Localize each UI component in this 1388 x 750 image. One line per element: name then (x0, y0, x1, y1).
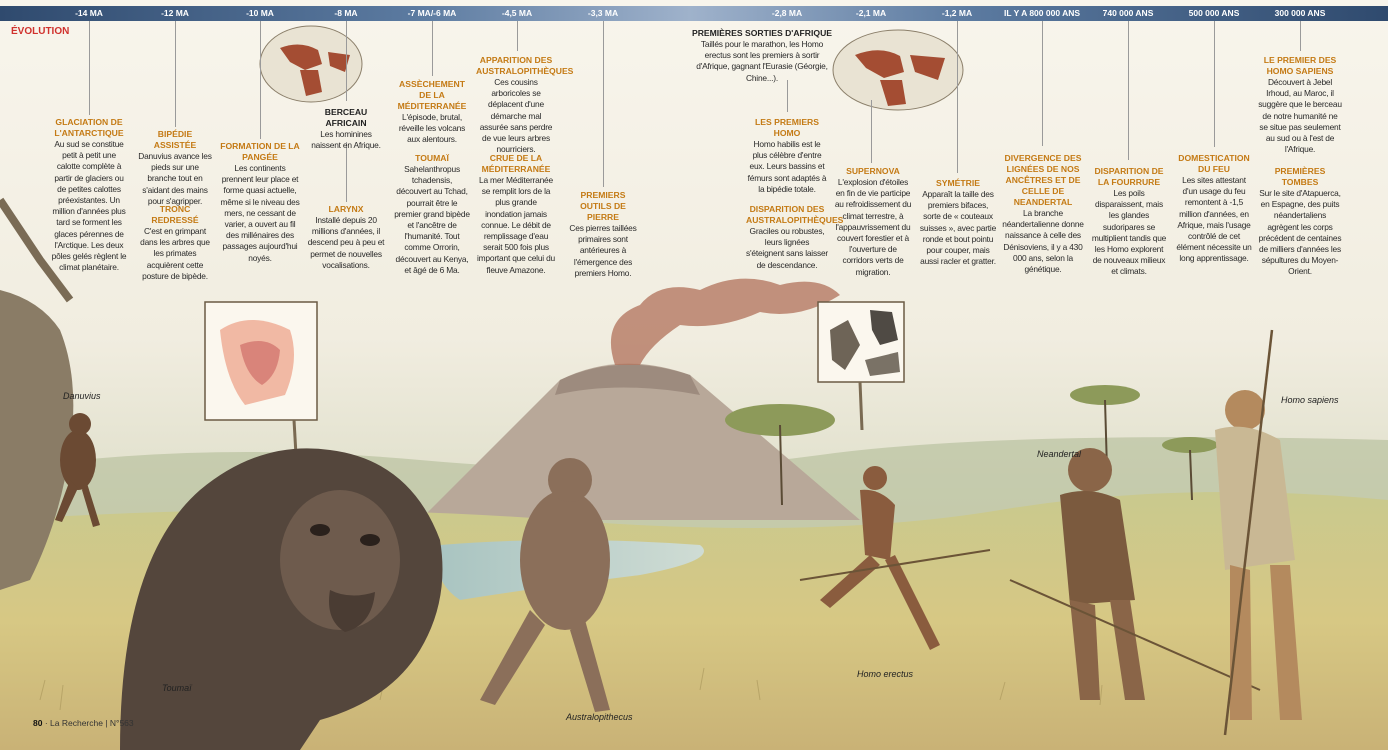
event-title: DISPARITION DES AUSTRALOPITHÈQUES (746, 204, 844, 225)
event-title: ASSÈCHEMENT DE LA MÉDITERRANÉE (397, 79, 467, 111)
event-text: Sur le site d'Atapuerca, en Espagne, des puits néandertaliens agrègent les corps précédent de centaines de milliers d'années les sépultures du Moyen-Orient. (1258, 188, 1342, 277)
event-text: C'est en grimpant dans les arbres que les primates acquièrent cette posture de bipède. (140, 226, 210, 281)
event-larynx (306, 204, 386, 271)
event-toumai (394, 153, 470, 276)
event-text: Les sites attestant d'un usage du feu remontent à -1,5 million d'années, en Afrique, mais l'usage contrôlé de cet élément nécessite un long apprentissage. (1176, 175, 1252, 264)
event-pangee (220, 141, 300, 264)
event-title: GLACIATION DE L'ANTARCTIQUE (54, 117, 124, 138)
event-feu (1174, 153, 1254, 265)
event-text: Les hominines naissent en Afrique. (311, 129, 381, 151)
caption-australopithecus: Australopithecus (566, 712, 633, 722)
event-title: PREMIÈRES TOMBES (1274, 166, 1326, 187)
event-tronc (136, 204, 214, 282)
event-assechement (394, 79, 470, 146)
timeline-connector (517, 21, 518, 51)
timeline-tick: -14 MA (75, 8, 103, 18)
event-australopitheques (476, 55, 574, 155)
event-title: DIVERGENCE DES LIGNÉES DE NOS ANCÊTRES ET DE CELLE DE NEANDERTAL (1004, 153, 1082, 207)
caption-danuvius: Danuvius (63, 391, 101, 401)
event-text: Apparaît la taille des premiers bifaces, sorte de « couteaux suisses », avec partie ronde et bout pointu pour couper, mais aussi racler et gratter. (919, 189, 997, 267)
timeline-tick: -8 MA (334, 8, 358, 18)
event-title: DOMESTICATION DU FEU (1178, 153, 1250, 174)
event-disparition-australopitheques (746, 204, 844, 271)
event-text: L'épisode, brutal, réveille les volcans aux alentours. (398, 112, 466, 145)
event-title: LE PREMIER DES HOMO SAPIENS (1263, 55, 1337, 76)
event-title: APPARITION DES AUSTRALOPITHÈQUES (476, 55, 574, 76)
event-text: Ces pierres taillées primaires sont antérieures à l'émergence des premiers Homo. (569, 223, 637, 278)
event-title: LARYNX (328, 204, 364, 214)
event-title: TRONC REDRESSÉ (151, 204, 199, 225)
event-title: BERCEAU AFRICAIN (324, 107, 368, 128)
timeline-connector (603, 21, 604, 187)
timeline-tick: -2,1 MA (855, 8, 887, 18)
footer-separator: | (105, 718, 110, 728)
timeline-tick: IL Y A 800 000 ANS (1003, 8, 1081, 18)
event-berceau (306, 107, 386, 151)
event-text: La mer Méditerranée se remplit lors de la plus grande inondation jamais connue. Le débit de remplissage d'eau serait 500 fois plus important que celui du fleuve Amazone. (476, 175, 555, 275)
event-divergence (1000, 153, 1086, 275)
event-text: Homo habilis est le plus célèbre d'entre eux. Leurs bassins et fémurs sont adaptés à la bipédie totale. (747, 139, 827, 194)
event-homo-sapiens (1258, 55, 1342, 155)
caption-homo-erectus: Homo erectus (857, 669, 914, 679)
event-text: Taillés pour le marathon, les Homo erectus sont les premiers à sortir d'Afrique, gagnant l'Eurasie (Géorgie, Chine...). (696, 39, 828, 83)
footer-separator: · (44, 718, 51, 728)
timeline-tick: 300 000 ANS (1274, 8, 1326, 18)
event-title: TOUMAÏ (415, 153, 449, 163)
event-title: SYMÉTRIE (936, 178, 980, 188)
timeline-connector (1042, 21, 1043, 146)
event-text: Sahelanthropus tchadensis, découvert au Tchad, pourrait être le premier grand bipède et l'ancêtre de l'humanité. Tout comme Orrorin, découvert au Kenya, et âgé de 6 Ma. (394, 164, 470, 275)
timeline-connector (346, 21, 347, 101)
timeline-tick: -1,2 MA (941, 8, 973, 18)
event-text: Au sud se constitue petit à petit une calotte complète à partir de glaciers ou de petites calottes préexistantes. Un million d'années plus tard se forment les glaces pérennes de l'Arctique. Les deux pôles gelés règlent le climat planétaire. (51, 139, 127, 273)
caption-neandertal: Neandertal (1037, 449, 1082, 459)
event-title: PREMIÈRES SORTIES D'AFRIQUE (691, 28, 833, 38)
timeline-tick: 500 000 ANS (1188, 8, 1240, 18)
timeline-connector (89, 21, 90, 115)
event-supernova (834, 166, 912, 278)
section-label: ÉVOLUTION (11, 26, 70, 37)
event-text: Ces cousins arboricoles se déplacent d'une démarche mal assurée sans perdre de vue leurs arbres nourriciers. (479, 77, 553, 155)
timeline-connector (260, 21, 261, 139)
timeline-connector (1300, 21, 1301, 51)
event-text: Installé depuis 20 millions d'années, il descend peu à peu et permet de nouvelles vocalisations. (307, 215, 385, 270)
event-title: DISPARITION DE LA FOURRURE (1094, 166, 1164, 187)
event-title: BIPÉDIE ASSISTÉE (153, 129, 197, 150)
event-fourrure (1090, 166, 1168, 278)
event-text: Les continents prennent leur place et forme quasi actuelle, même si le niveau des mers, ne cessant de varier, a ouvert au fil des millénaires des passages aujourd'hui noyés. (220, 163, 300, 263)
timeline-connector (871, 100, 872, 163)
magazine-name: La Recherche (50, 718, 103, 728)
event-title: CRUE DE LA MÉDITERRANÉE (481, 153, 551, 174)
event-text: Graciles ou robustes, leurs lignées s'éteignent sans laisser de descendance. (746, 226, 828, 270)
event-premiers-homo (746, 117, 828, 195)
event-text: Les poils disparaissent, mais les glandes sudoripares se multiplient tandis que les Homo explorent de nouveaux milieux et climats. (1091, 188, 1167, 277)
timeline-connector (1214, 21, 1215, 147)
event-outils (566, 190, 640, 279)
caption-toumai: Toumaï (162, 683, 192, 693)
timeline-tick: -3,3 MA (587, 8, 619, 18)
event-title: LES PREMIERS HOMO (755, 117, 819, 138)
event-title: FORMATION DE LA PANGÉE (220, 141, 300, 162)
event-sorties-afrique (690, 28, 834, 84)
timeline-connector (957, 21, 958, 173)
event-symetrie (918, 178, 998, 267)
timeline-connector (787, 80, 788, 112)
event-text: L'explosion d'étoiles en fin de vie participe au refroidissement du climat terrestre, à l'appauvrissement du couvert forestier et à l'ouverture de corridors verts de migration. (834, 177, 912, 277)
event-text: Danuvius avance les pieds sur une branche tout en s'aidant des mains pour s'agripper. (138, 151, 212, 206)
timeline-tick: -12 MA (161, 8, 189, 18)
timeline-connector (1128, 21, 1129, 160)
event-text: Découvert à Jebel Irhoud, au Maroc, il suggère que le berceau de notre humanité ne se situe pas seulement au sud ou à l'est de l'Afrique. (1258, 77, 1342, 155)
caption-homo-sapiens: Homo sapiens (1281, 395, 1339, 405)
page-footer (33, 718, 134, 728)
event-bipedie (136, 129, 214, 207)
timeline-tick: 740 000 ANS (1102, 8, 1154, 18)
timeline-tick: -10 MA (246, 8, 274, 18)
issue-number: N°563 (109, 718, 134, 728)
timeline-connector (175, 21, 176, 127)
event-premieres-tombes (1258, 166, 1342, 278)
timeline-connector (432, 21, 433, 76)
event-crue (476, 153, 556, 276)
event-title: SUPERNOVA (846, 166, 900, 176)
event-text: La branche néandertalienne donne naissance à celle des Dénisoviens, il y a 430 000 ans, selon la génétique. (1002, 208, 1084, 275)
event-title: PREMIERS OUTILS DE PIERRE (580, 190, 626, 222)
event-glaciation (50, 117, 128, 273)
timeline-tick: -4,5 MA (501, 8, 533, 18)
page-number: 80 (33, 718, 43, 728)
timeline-tick: -7 MA/-6 MA (407, 8, 457, 18)
timeline-bar (0, 6, 1388, 21)
timeline-tick: -2,8 MA (771, 8, 803, 18)
